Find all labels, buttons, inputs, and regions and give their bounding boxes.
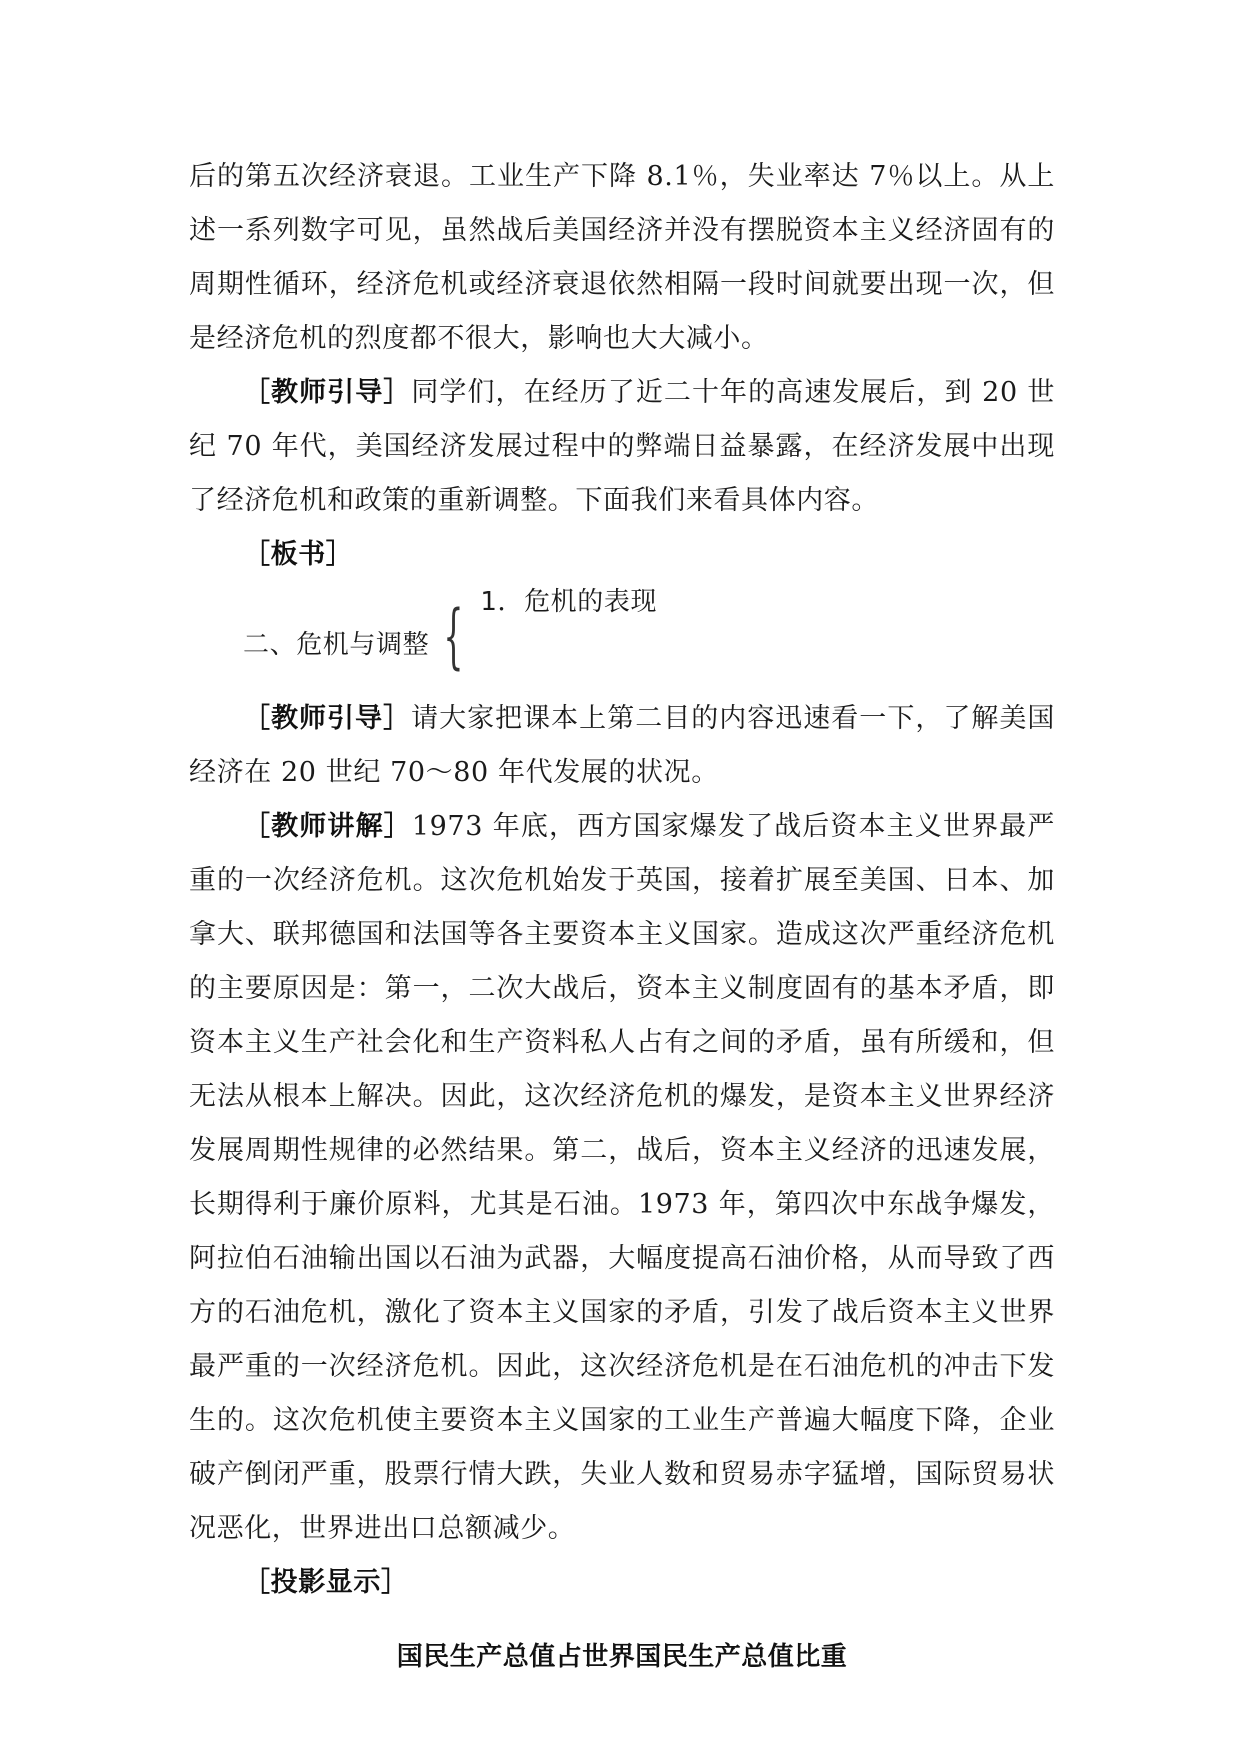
table-title: 国民生产总值占世界国民生产总值比重 xyxy=(396,1642,848,1672)
teacher-guide-tag: ［教师引导］ xyxy=(243,377,412,408)
teacher-guide-tag: ［教师引导］ xyxy=(243,703,412,734)
document-page xyxy=(189,150,1055,1684)
projection-tag: ［投影显示］ xyxy=(243,1567,409,1598)
teacher-guide-text: 请大家把课本上第二目的内容迅速看一下，了解美国经济在 20 世纪 70～80 年代发展的状况。 xyxy=(189,703,1055,788)
outline-main-heading: 二、危机与调整 xyxy=(243,630,430,660)
paragraph-teacher-explain xyxy=(189,800,1055,1556)
paragraph-teacher-guide-2 xyxy=(189,692,1055,800)
blackboard-outline xyxy=(189,586,1055,686)
paragraph-blackboard xyxy=(189,528,1055,582)
teacher-explain-text: 1973 年底，西方国家爆发了战后资本主义世界最严重的一次经济危机。这次危机始发于英国，接着扩展至美国、日本、加拿大、联邦德国和法国等各主要资本主义国家。造成这次严重经济危机的主要原因是：第一，二次大战后，资本主义制度固有的基本矛盾，即资本主义生产社会化和生产资料私人占有之间的矛盾，虽有所缓和，但无法从根本上解决。因此，这次经济危机的爆发，是资本主义世界经济发展周期性规律的必然结果。第二，战后，资本主义经济的迅速发展，长期得利于廉价原料，尤其是石油。1973 年，第四次中东战争爆发，阿拉伯石油输出国以石油为武器，大幅度提高石油价格，从而导致了西方的石油危机，激化了资本主义国家的矛盾，引发了战后资本主义世界最严重的一次经济危机。因此，这次经济危机是在石油危机的冲击下发生的。这次危机使主要资本主义国家的工业生产普遍大幅度下降，企业破产倒闭严重，股票行情大跌，失业人数和贸易赤字猛增，国际贸易状况恶化，世界进出口总额减少。 xyxy=(189,811,1055,1544)
brace-icon: { xyxy=(443,595,464,677)
paragraph-projection xyxy=(189,1556,1055,1610)
outline-item: 1．危机的表现 xyxy=(480,587,658,617)
paragraph-continuation: 后的第五次经济衰退。工业生产下降 8.1％，失业率达 7％以上。从上述一系列数字可见，虽然战后美国经济并没有摆脱资本主义经济固有的周期性循环，经济危机或经济衰退依然相隔一段时间就要出现一次，但是经济危机的烈度都不很大，影响也大大减小。 xyxy=(189,161,1055,354)
teacher-guide-text: 同学们，在经历了近二十年的高速发展后，到 20 世纪 70 年代，美国经济发展过程中的弊端日益暴露，在经济发展中出现了经济危机和政策的重新调整。下面我们来看具体内容。 xyxy=(189,377,1055,516)
paragraph-teacher-guide-1 xyxy=(189,366,1055,528)
outline-items xyxy=(480,587,658,681)
teacher-explain-tag: ［教师讲解］ xyxy=(243,811,412,842)
blackboard-tag: ［板书］ xyxy=(243,539,354,570)
